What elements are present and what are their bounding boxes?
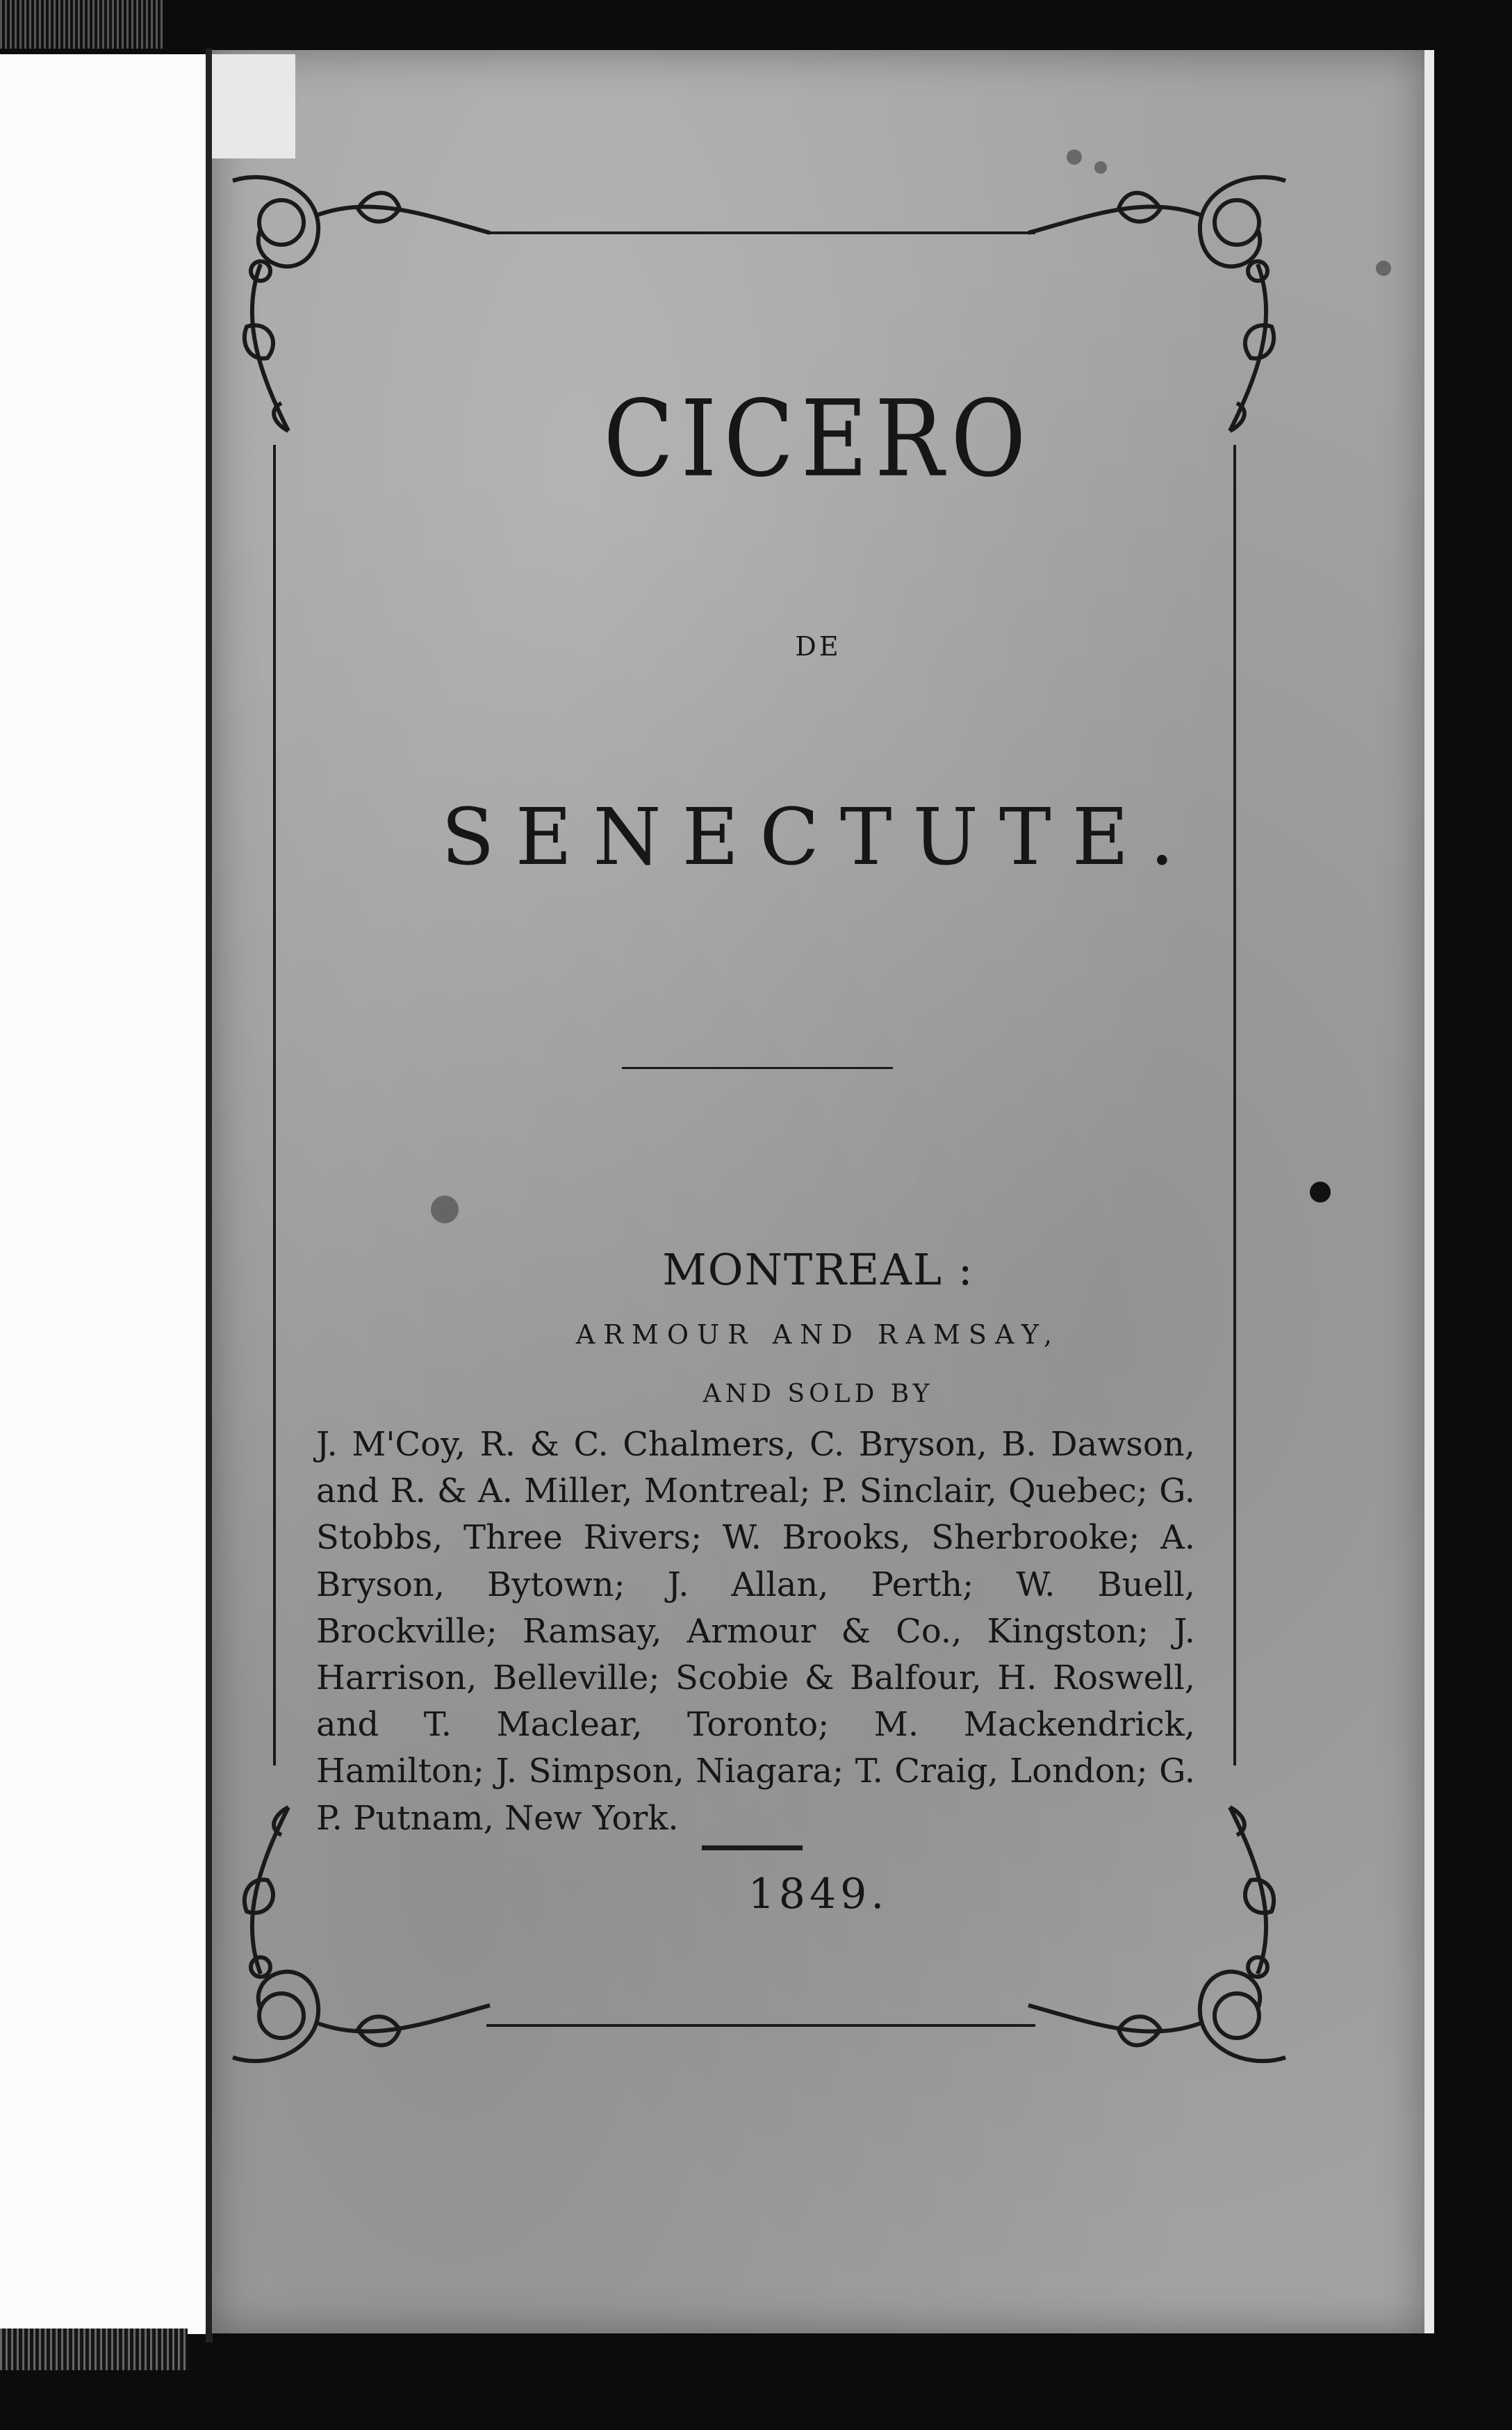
sold-by-label: AND SOLD BY xyxy=(702,1380,934,1408)
year-divider-rule xyxy=(702,1845,803,1850)
title-connector: DE xyxy=(795,631,841,662)
publication-city: MONTREAL : xyxy=(662,1244,974,1295)
title-divider-rule xyxy=(622,1067,893,1069)
worn-label-patch xyxy=(212,54,295,158)
frayed-edge-bottom xyxy=(0,2329,188,2370)
ink-spot xyxy=(1310,1182,1331,1202)
book-subtitle: SENECTUTE. xyxy=(441,792,1196,883)
frame-top-rule xyxy=(486,231,1035,234)
publication-year: 1849. xyxy=(748,1870,889,1918)
ink-spot xyxy=(1067,149,1082,165)
booksellers-list: J. M'Coy, R. & C. Chalmers, C. Bryson, B. Dawson, and R. & A. Miller, Montreal; P. Sinclair, Quebec; G. Stobbs, Three Rivers; W. Brooks, Sherbrooke; A. Bryson, Bytown; J. Allan, Perth; W. Buell, Brockville; Ramsay, Armour & Co., Kingston; J. Harrison, Belleville; Scobie & Balfour, H. Roswell, and T. Maclear, Toronto; M. Mackendrick, Hamilton; J. Simpson, Niagara; T. Craig, London; G. P. Putnam, New York. xyxy=(316,1425,1195,1838)
book-title: CICERO xyxy=(603,377,1033,501)
frame-bottom-rule xyxy=(486,2024,1035,2027)
publisher-name: ARMOUR AND RAMSAY, xyxy=(575,1319,1061,1350)
ink-spot xyxy=(1376,261,1391,276)
blank-facing-page xyxy=(0,54,212,2334)
frayed-edge-top xyxy=(0,0,163,49)
ink-spot xyxy=(431,1196,459,1223)
